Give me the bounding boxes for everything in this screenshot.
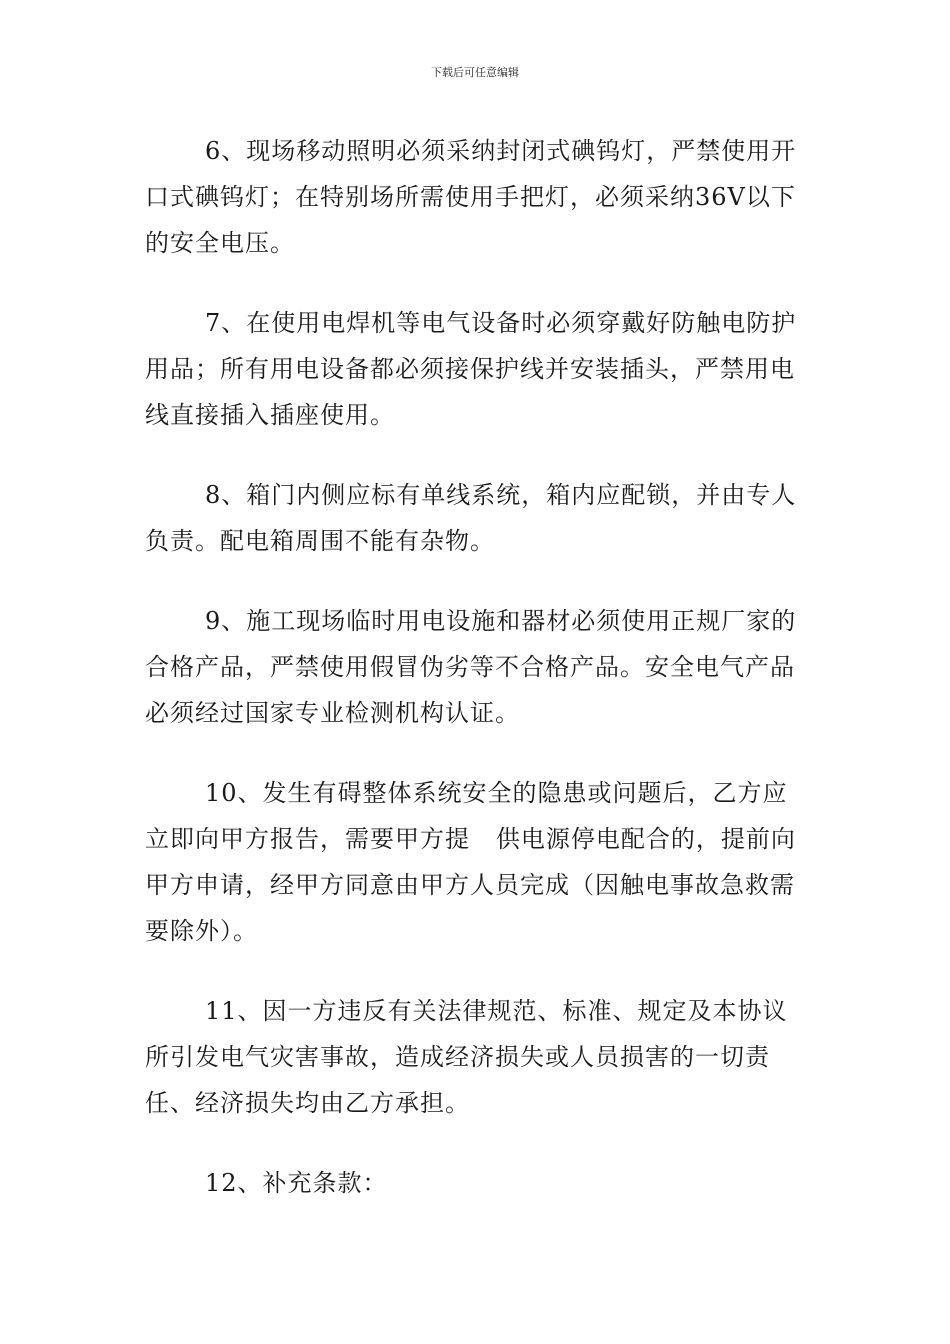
clause-10: 10、发生有碍整体系统安全的隐患或问题后，乙方应立即向甲方报告，需要甲方提 供电源停电配合的，提前向甲方申请，经甲方同意由甲方人员完成（因触电事故急救需要除外）。 bbox=[145, 779, 796, 945]
page-header: 下载后可任意编辑 bbox=[431, 66, 519, 79]
clause-6: 6、现场移动照明必须采纳封闭式碘钨灯，严禁使用开口式碘钨灯；在特别场所需使用手把灯，必须采纳36V以下的安全电压。 bbox=[145, 137, 797, 257]
clause-9: 9、施工现场临时用电设施和器材必须使用正规厂家的合格产品，严禁使用假冒伪劣等不合格产品。安全电气产品必须经过国家专业检测机构认证。 bbox=[145, 607, 797, 727]
document-body bbox=[145, 128, 810, 1240]
clause-11: 11、因一方违反有关法律规范、标准、规定及本协议所引发电气灾害事故，造成经济损失或人员损害的一切责任、经济损失均由乙方承担。 bbox=[145, 997, 788, 1117]
clause-7: 7、在使用电焊机等电气设备时必须穿戴好防触电防护用品；所有用电设备都必须接保护线并安装插头，严禁用电线直接插入插座使用。 bbox=[145, 309, 797, 429]
clause-8: 8、箱门内侧应标有单线系统，箱内应配锁，并由专人负责。配电箱周围不能有杂物。 bbox=[145, 481, 797, 555]
clause-12: 12、补充条款： bbox=[205, 1169, 388, 1197]
